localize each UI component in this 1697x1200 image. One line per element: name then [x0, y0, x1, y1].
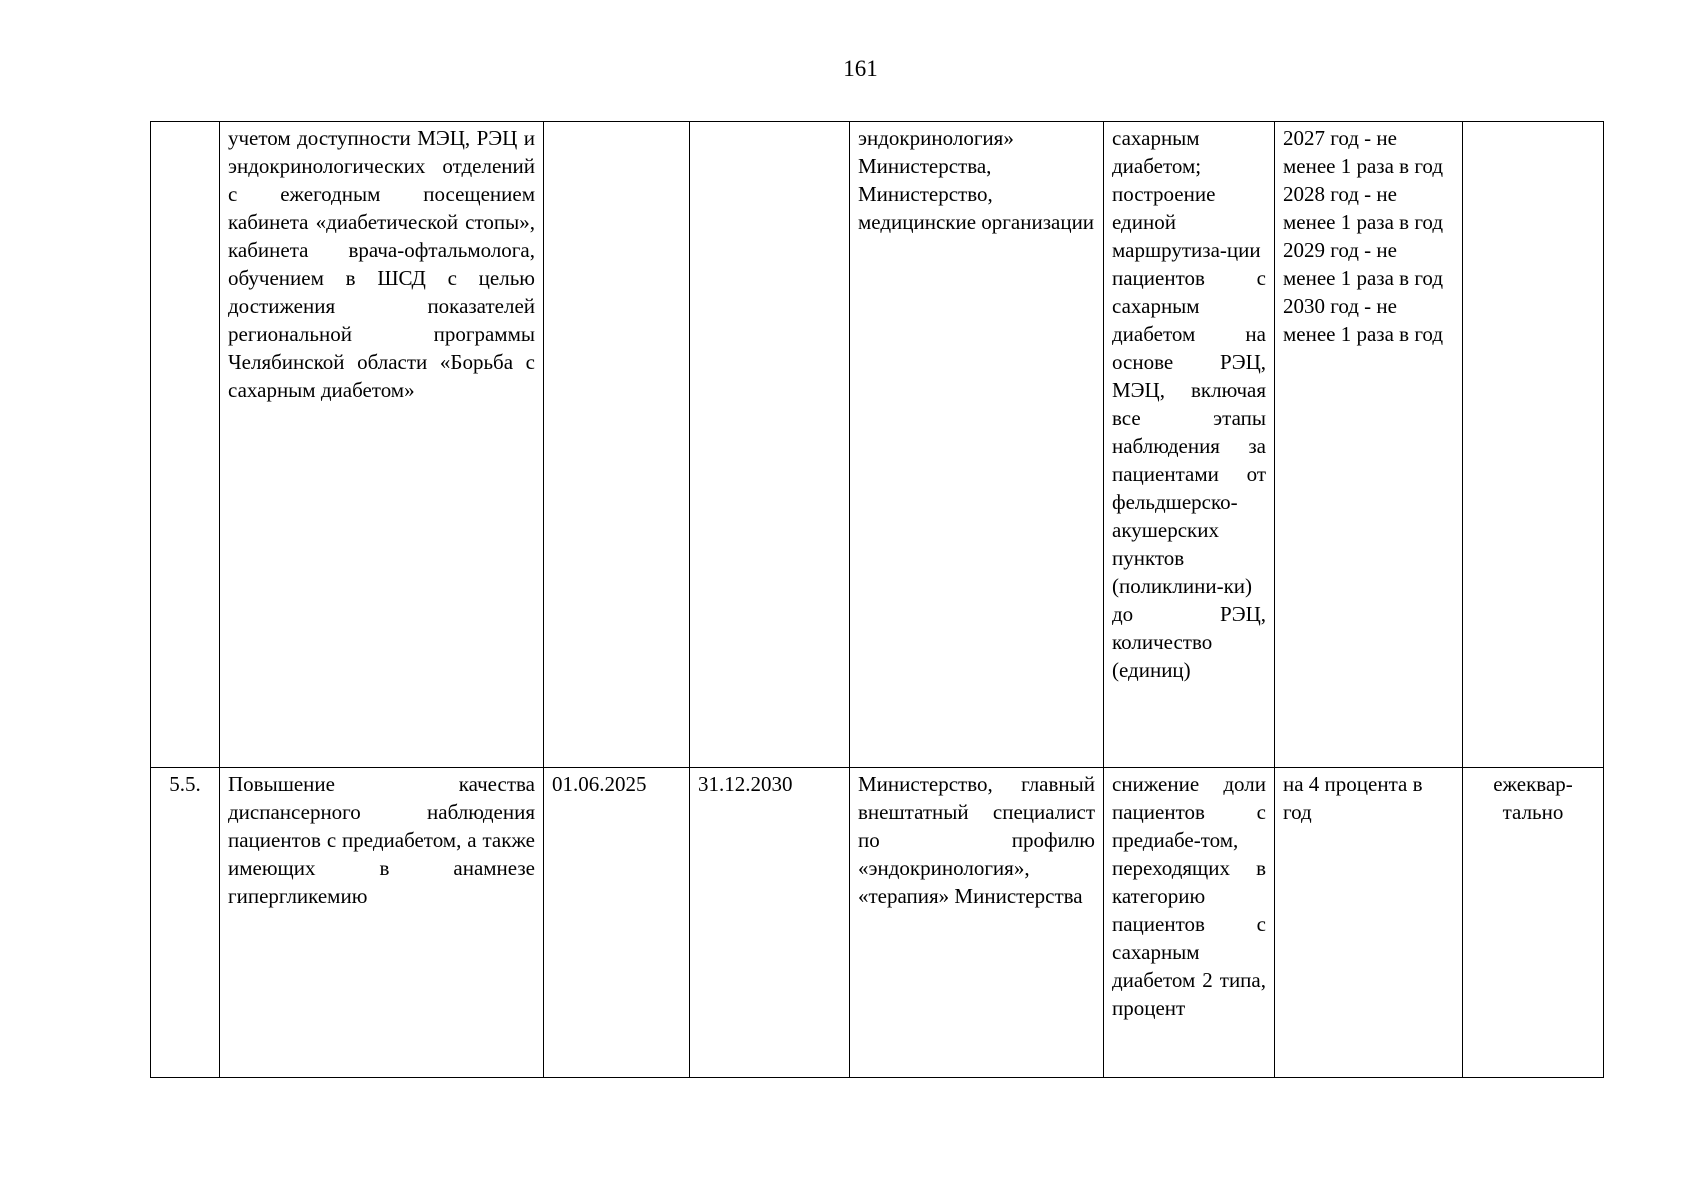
end-date-cell: 31.12.2030	[690, 768, 850, 1078]
responsible-cell: эндокринология» Министерства, Министерство, медицинские организации	[850, 122, 1104, 768]
target-cell	[1275, 768, 1463, 1078]
period-cell	[1463, 122, 1604, 768]
period-cell: ежеквар-тально	[1463, 768, 1604, 1078]
target-line: 2028 год - не менее 1 раза в год	[1283, 182, 1444, 234]
table-row	[151, 768, 1604, 1078]
target-line: на 4 процента в год	[1283, 772, 1423, 824]
target-cell	[1275, 122, 1463, 768]
row-number	[151, 122, 220, 768]
table-row	[151, 122, 1604, 768]
start-date-cell	[544, 122, 690, 768]
measure-cell: Повышение качества диспансерного наблюдения пациентов с предиабетом, а также имеющих в анамнезе гипергликемию	[220, 768, 544, 1078]
page-number: 161	[843, 56, 878, 81]
target-line: 2030 год - не менее 1 раза в год	[1283, 294, 1444, 346]
indicator-cell: снижение доли пациентов с предиабе-том, переходящих в категорию пациентов с сахарным диабетом 2 типа, процент	[1104, 768, 1275, 1078]
indicator-cell: сахарным диабетом; построение единой маршрутиза-ции пациентов с сахарным диабетом на основе РЭЦ, МЭЦ, включая все этапы наблюдения за пациентами от фельдшерско-акушерских пунктов (поликлини-ки) до РЭЦ, количество (единиц)	[1104, 122, 1275, 768]
measure-cell: учетом доступности МЭЦ, РЭЦ и эндокринологических отделений с ежегодным посещением кабинета «диабетической стопы», кабинета врача-офтальмолога, обучением в ШСД с целью достижения показателей региональной программы Челябинской области «Борьба с сахарным диабетом»	[220, 122, 544, 768]
responsible-cell: Министерство, главный внештатный специалист по профилю «эндокринология», «терапия» Министерства	[850, 768, 1104, 1078]
row-number: 5.5.	[151, 768, 220, 1078]
plan-table	[150, 121, 1604, 1078]
start-date-cell: 01.06.2025	[544, 768, 690, 1078]
end-date-cell	[690, 122, 850, 768]
target-line: 2029 год - не менее 1 раза в год	[1283, 238, 1444, 290]
target-line: 2027 год - не менее 1 раза в год	[1283, 126, 1444, 178]
